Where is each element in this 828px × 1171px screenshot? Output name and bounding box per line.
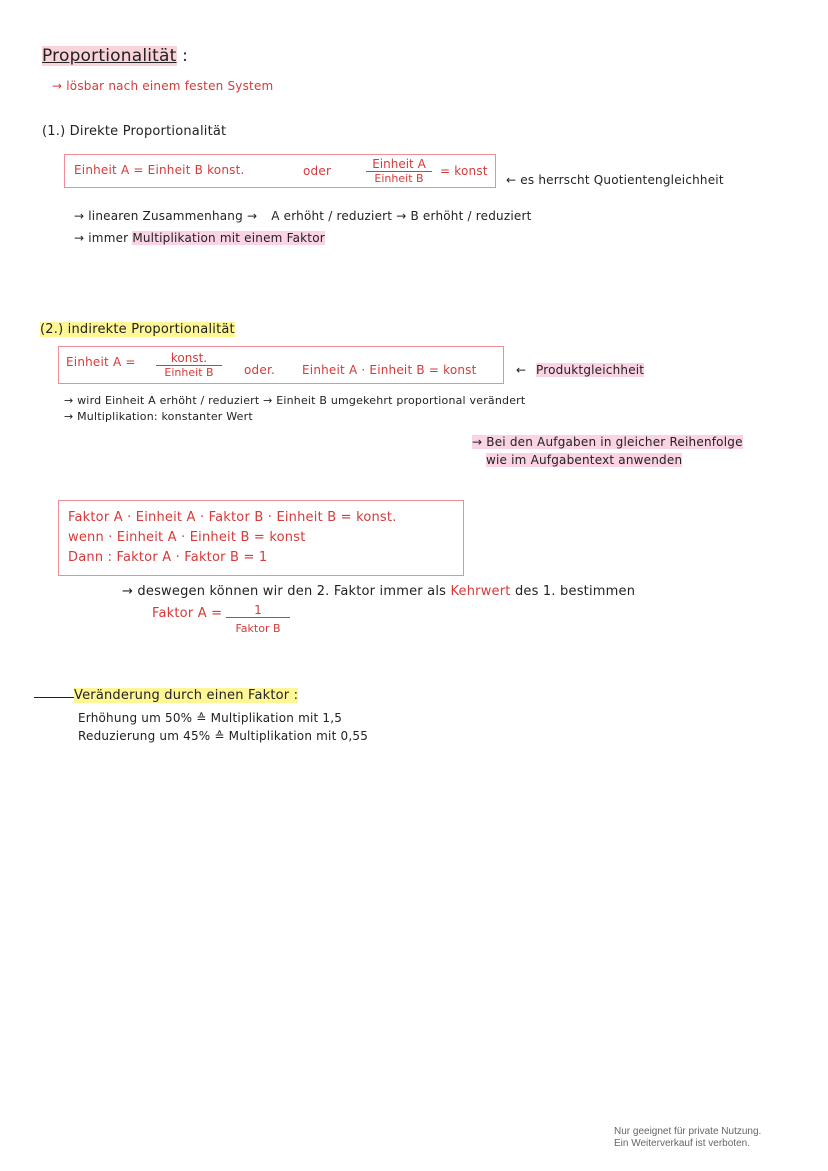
section1-line2 bbox=[74, 230, 325, 246]
section1-heading: (1.) Direkte Proportionalität bbox=[42, 124, 227, 139]
title-text: Proportionalität bbox=[42, 46, 177, 66]
page-subtitle: → lösbar nach einem festen System bbox=[52, 79, 274, 93]
section1-line1 bbox=[74, 208, 532, 224]
page-title bbox=[42, 46, 188, 66]
section3-box-line3: Dann : Faktor A · Faktor B = 1 bbox=[68, 550, 268, 565]
section3-fraction bbox=[226, 604, 290, 635]
section2-side-note bbox=[536, 362, 644, 378]
section1-line1-a: → linearen Zusammenhang → bbox=[74, 209, 258, 223]
section2-side-arrow: ← bbox=[516, 363, 527, 377]
section4-line2: Reduzierung um 45% ≙ Multiplikation mit 0,55 bbox=[78, 729, 369, 743]
section2-line2: → Multiplikation: konstanter Wert bbox=[64, 410, 253, 423]
section3-follow bbox=[122, 584, 635, 600]
section2-side-note-text: Produktgleichheit bbox=[536, 363, 645, 377]
section4-line1: Erhöhung um 50% ≙ Multiplikation mit 1,5 bbox=[78, 711, 343, 725]
footer-line1: Nur geeignet für private Nutzung. bbox=[614, 1126, 762, 1137]
section2-note-line2-text: wie im Aufgabentext anwenden bbox=[486, 453, 683, 467]
section2-fraction bbox=[156, 352, 222, 379]
section1-line1-b: A erhöht / reduziert → B erhöht / reduziert bbox=[271, 209, 532, 223]
section1-frac-tail: = konst bbox=[440, 164, 488, 178]
section3-frac-label: Faktor A = bbox=[152, 606, 223, 621]
section4-arrow-line bbox=[34, 697, 74, 698]
section3-follow-b: des 1. bestimmen bbox=[514, 584, 636, 599]
section1-formula-or: oder bbox=[303, 164, 332, 178]
section3-frac-num: 1 bbox=[226, 604, 290, 618]
section2-formula-left: Einheit A = bbox=[66, 355, 136, 369]
section2-note-line1-text: → Bei den Aufgaben in gleicher Reihenfolge bbox=[472, 435, 743, 449]
title-colon: : bbox=[182, 46, 189, 66]
section2-formula-right: Einheit A · Einheit B = konst bbox=[302, 363, 477, 377]
section2-note-line1 bbox=[472, 434, 743, 450]
section2-frac-num: konst. bbox=[156, 352, 222, 366]
section1-fraction bbox=[366, 158, 432, 185]
section1-line2-b: Multiplikation mit einem Faktor bbox=[132, 231, 325, 245]
section2-frac-den: Einheit B bbox=[164, 366, 214, 379]
section2-heading bbox=[40, 322, 235, 338]
section2-line1: → wird Einheit A erhöht / reduziert → Einheit B umgekehrt proportional verändert bbox=[64, 394, 526, 407]
section1-frac-den: Einheit B bbox=[374, 172, 424, 185]
footer-line2: Ein Weiterverkauf ist verboten. bbox=[614, 1138, 750, 1149]
section2-note-line2 bbox=[486, 452, 682, 468]
section3-follow-a: → deswegen können wir den 2. Faktor immer als bbox=[122, 584, 447, 599]
section3-box-line1: Faktor A · Einheit A · Faktor B · Einheit B = konst. bbox=[68, 510, 397, 525]
section2-heading-text: (2.) indirekte Proportionalität bbox=[40, 322, 235, 337]
section3-follow-red: Kehrwert bbox=[450, 584, 511, 599]
section4-heading bbox=[74, 688, 298, 704]
section3-frac-den: Faktor B bbox=[235, 622, 281, 635]
section4-heading-text: Veränderung durch einen Faktor : bbox=[74, 688, 299, 703]
section3-box-line2: wenn · Einheit A · Einheit B = konst bbox=[68, 530, 306, 545]
section1-line2-a: → immer bbox=[74, 231, 129, 245]
section1-side-note: ← es herrscht Quotientengleichheit bbox=[506, 173, 724, 187]
section1-formula-left: Einheit A = Einheit B konst. bbox=[74, 163, 245, 177]
footer-notice bbox=[614, 1126, 761, 1150]
section2-formula-or: oder. bbox=[244, 363, 275, 377]
section1-frac-num: Einheit A bbox=[366, 158, 432, 172]
